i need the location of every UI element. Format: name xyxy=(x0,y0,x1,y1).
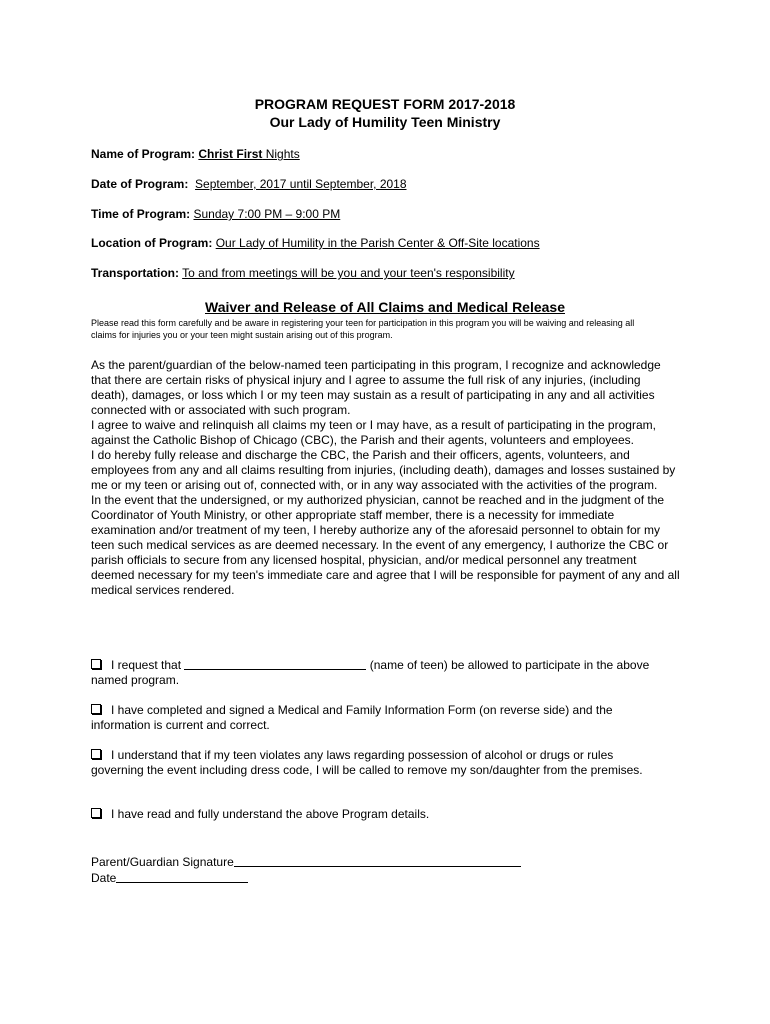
waiver-heading: Waiver and Release of All Claims and Medical Release xyxy=(205,299,565,315)
transportation-value: To and from meetings will be you and your teen's responsibility xyxy=(182,266,515,280)
program-name-field xyxy=(91,147,300,162)
check-item-conduct xyxy=(91,748,651,778)
waiver-note: Please read this form carefully and be aware in registering your teen for participation in this program you will be waiving and releasing all claims for injuries you or your teen might sustain arising out of this program. xyxy=(91,318,635,340)
program-time-field xyxy=(91,207,340,222)
check-item-medical-form xyxy=(91,703,651,733)
waiver-body xyxy=(91,358,681,598)
form-title: PROGRAM REQUEST FORM 2017-2018 xyxy=(254,96,516,112)
program-location-label: Location of Program: xyxy=(91,236,213,250)
program-date-field xyxy=(91,177,407,192)
transportation-label: Transportation: xyxy=(91,266,180,280)
parent-signature-label: Parent/Guardian Signature xyxy=(91,855,234,869)
waiver-paragraph: I agree to waive and relinquish all claims my teen or I may have, as a result of participating in the program, against the Catholic Bishop of Chicago (CBC), the Parish and their agents, volunteers and employees. xyxy=(91,418,656,447)
check-item-request-text-after: (name of teen) be allowed to participate in the above named program. xyxy=(91,658,650,687)
check-item-understand xyxy=(91,807,651,822)
check-item-medical-form-text: I have completed and signed a Medical and Family Information Form (on reverse side) and the information is current and correct. xyxy=(91,703,613,732)
program-date-label: Date of Program: xyxy=(91,177,189,191)
parent-signature-line xyxy=(91,855,521,870)
form-subtitle: Our Lady of Humility Teen Ministry xyxy=(269,114,501,130)
checkbox-request[interactable] xyxy=(91,659,101,669)
program-name-value-bold: Christ First xyxy=(198,147,263,161)
program-location-value: Our Lady of Humility in the Parish Center & Off-Site locations xyxy=(215,236,540,250)
date-line xyxy=(91,871,248,886)
program-name-label: Name of Program: xyxy=(91,147,196,161)
waiver-paragraph: I do hereby fully release and discharge the CBC, the Parish and their officers, agents, volunteers, and employees from any and all claims resulting from injuries, (including death), damages and losses sustained by me or my teen or arising out of, connected with, or in any way associated with the activities of the program. xyxy=(91,448,676,492)
check-item-request xyxy=(91,658,651,688)
check-item-request-text-before: I request that xyxy=(111,658,182,672)
check-item-understand-text: I have read and fully understand the above Program details. xyxy=(111,807,430,821)
date-blank[interactable] xyxy=(116,882,248,883)
waiver-paragraph: As the parent/guardian of the below-named teen participating in this program, I recognize and acknowledge that there are certain risks of physical injury and I agree to assume the full risk of any injuries, (including death), damages, or loss which I or my teen may sustain as a result of participating in any and all activities connected with or associated with such program. xyxy=(91,358,661,417)
parent-signature-blank[interactable] xyxy=(234,866,521,867)
check-item-conduct-text: I understand that if my teen violates any laws regarding possession of alcohol or drugs or rules governing the event including dress code, I will be called to remove my son/daughter from the premises. xyxy=(91,748,643,777)
checkbox-medical-form[interactable] xyxy=(91,704,101,714)
checkbox-understand[interactable] xyxy=(91,808,101,818)
program-date-value: September, 2017 until September, 2018 xyxy=(195,177,407,191)
program-location-field xyxy=(91,236,540,251)
waiver-paragraph: In the event that the undersigned, or my authorized physician, cannot be reached and in the judgment of the Coordinator of Youth Ministry, or other appropriate staff member, there is a necessity for immediate examination and/or treatment of my teen, I hereby authorize any of the aforesaid personnel to obtain for my teen such medical services as are deemed necessary. In the event of any emergency, I authorize the CBC or parish officials to secure from any licensed hospital, physician, and/or medical personnel any treatment deemed necessary for my teen's immediate care and agree that I will be responsible for payment of any and all medical services rendered. xyxy=(91,493,680,597)
program-time-label: Time of Program: xyxy=(91,207,191,221)
transportation-field xyxy=(91,266,515,281)
checkbox-conduct[interactable] xyxy=(91,749,101,759)
teen-name-blank[interactable] xyxy=(184,669,366,670)
program-time-value: Sunday 7:00 PM – 9:00 PM xyxy=(193,207,341,221)
date-label: Date xyxy=(91,871,117,885)
program-name-value-rest: Nights xyxy=(262,147,300,161)
